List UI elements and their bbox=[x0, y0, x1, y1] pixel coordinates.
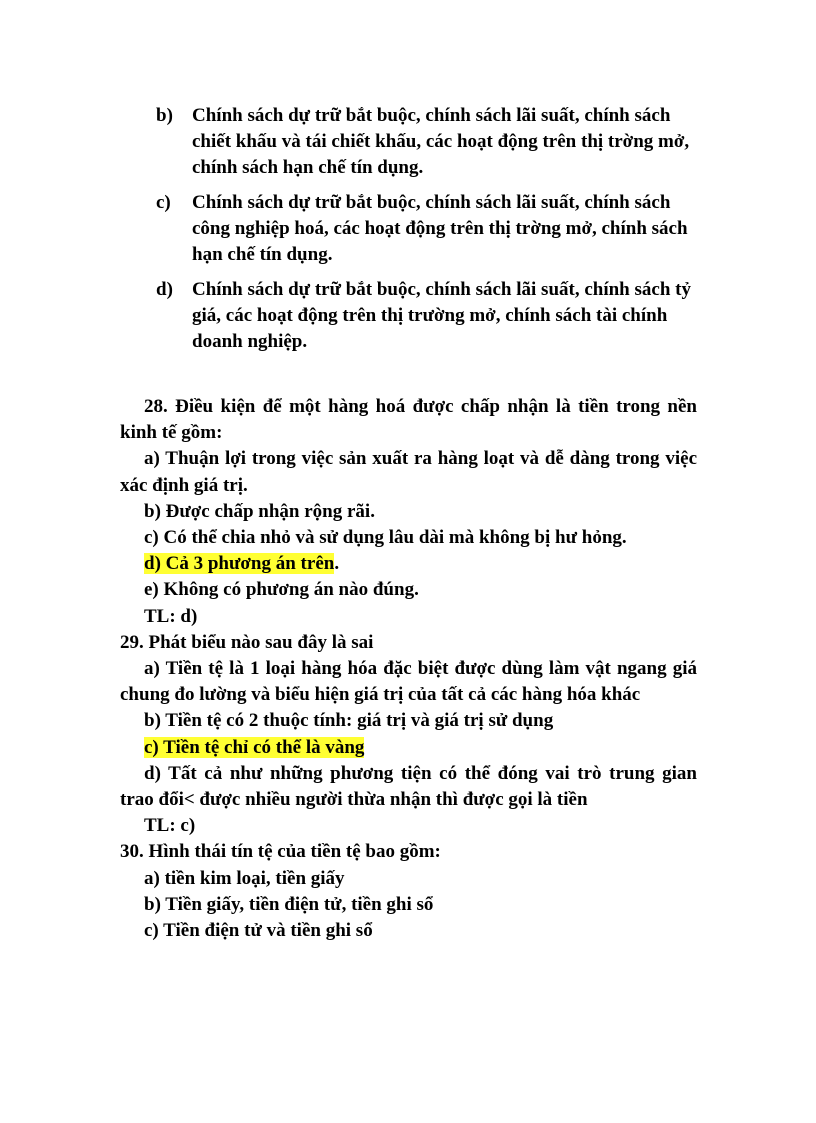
option-letter: c) bbox=[156, 192, 171, 213]
answer-28-c: c) Có thể chia nhỏ và sử dụng lâu dài mà không bị hư hỏng. bbox=[144, 527, 627, 549]
question-30: 30. Hình thái tín tệ của tiền tệ bao gồm: bbox=[120, 841, 441, 863]
option-letter: b) bbox=[156, 105, 173, 126]
option-text: Chính sách dự trữ bắt buộc, chính sách lãi suất, chính sách chiết khấu và tái chiết khấu, các hoạt động trên thị trờng mở, chính sách hạn chế tín dụng. bbox=[192, 105, 690, 178]
option-text: Chính sách dự trữ bắt buộc, chính sách lãi suất, chính sách công nghiệp hoá, các hoạt động trên thị trờng mở, chính sách hạn chế tín dụng. bbox=[192, 192, 688, 265]
prev-option-d bbox=[120, 277, 697, 355]
answer-29-a: a) Tiền tệ là 1 loại hàng hóa đặc biệt được dùng làm vật ngang giá chung đo lường và biểu hiện giá trị của tất cả các hàng hóa khác bbox=[120, 658, 697, 706]
answer-28-b: b) Được chấp nhận rộng rãi. bbox=[144, 500, 375, 522]
answer-28-d bbox=[120, 551, 697, 577]
answer-30-b: b) Tiền giấy, tiền điện tử, tiền ghi sổ bbox=[144, 893, 434, 915]
answer-key-29: TL: c) bbox=[144, 815, 196, 837]
answer-30-c: c) Tiền điện tử và tiền ghi sổ bbox=[144, 920, 373, 942]
answer-28-a: a) Thuận lợi trong việc sản xuất ra hàng loạt và dễ dàng trong việc xác định giá trị. bbox=[120, 448, 697, 496]
answer-30-a: a) tiền kim loại, tiền giấy bbox=[144, 867, 345, 889]
answer-29-c bbox=[120, 735, 697, 761]
answer-29-b: b) Tiền tệ có 2 thuộc tính: giá trị và giá trị sử dụng bbox=[144, 710, 554, 732]
option-text: Chính sách dự trữ bắt buộc, chính sách lãi suất, chính sách tỷ giá, các hoạt động trên thị trường mở, chính sách tài chính doanh nghiệp. bbox=[192, 279, 691, 352]
highlighted-answer: c) Tiền tệ chỉ có thể là vàng bbox=[144, 736, 365, 758]
answer-key-28: TL: d) bbox=[144, 605, 198, 627]
option-letter: d) bbox=[156, 279, 173, 300]
answer-suffix: . bbox=[334, 553, 340, 575]
answer-28-e: e) Không có phương án nào đúng. bbox=[144, 579, 419, 601]
question-29: 29. Phát biểu nào sau đây là sai bbox=[120, 631, 374, 653]
highlighted-answer: d) Cả 3 phương án trên bbox=[144, 553, 335, 575]
answer-29-d: d) Tất cả như những phương tiện có thể đóng vai trò trung gian trao đổi< được nhiều người thừa nhận thì được gọi là tiền bbox=[120, 762, 697, 811]
prev-option-c bbox=[120, 190, 697, 268]
document-page bbox=[120, 103, 697, 944]
question-28: 28. Điều kiện để một hàng hoá được chấp nhận là tiền trong nền kinh tế gồm: bbox=[120, 396, 697, 444]
prev-option-b bbox=[120, 103, 697, 181]
